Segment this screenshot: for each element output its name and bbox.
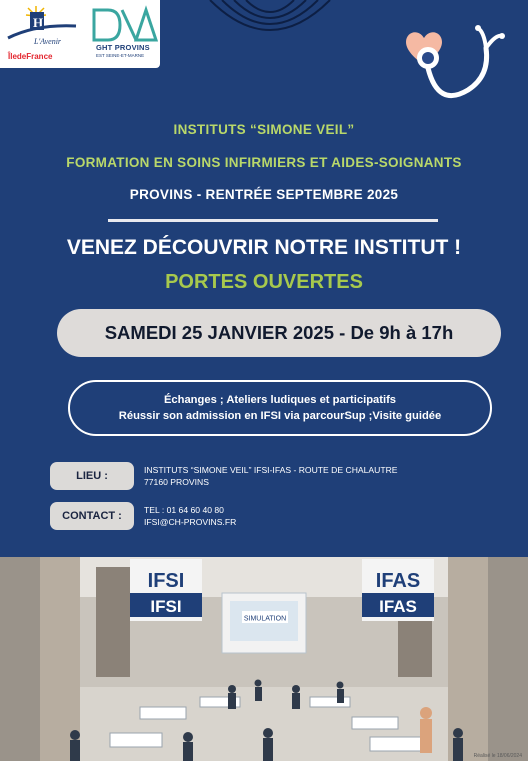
location-info xyxy=(144,464,398,488)
invite-headline: VENEZ DÉCOUVRIR NOTRE INSTITUT ! xyxy=(66,236,462,259)
decorative-arcs xyxy=(200,0,340,50)
phone-number: TEL : 01 64 60 40 80 xyxy=(144,505,224,515)
institution-logo xyxy=(6,4,80,46)
address-line-2: 77160 PROVINS xyxy=(144,477,209,487)
intake-date: PROVINS - RENTRÉE SEPTEMBRE 2025 xyxy=(129,187,399,202)
ght-subtitle: EST SEINE-ET-MARNE xyxy=(96,53,145,58)
contact-info xyxy=(144,504,236,528)
logo-panel xyxy=(0,0,160,68)
region-logo: ÎledeFrance xyxy=(8,52,53,61)
ifsi-sign-top: IFSI xyxy=(147,570,185,592)
stethoscope-heart-icon xyxy=(398,18,508,110)
email-address: IFSI@CH-PROVINS.FR xyxy=(144,517,237,527)
event-date-banner xyxy=(57,309,501,357)
activities-line-2: Réussir son admission en IFSI via parcourSup ;Visite guidée xyxy=(118,410,442,422)
svg-text:H: H xyxy=(33,15,44,30)
ifsi-sign-bottom: IFSI xyxy=(150,597,182,616)
divider-line xyxy=(108,219,438,222)
institute-hall-illustration xyxy=(0,557,528,761)
ifas-sign-top: IFAS xyxy=(375,570,421,592)
logo-script: L'Avenir xyxy=(34,37,62,46)
simulation-sign: SIMULATION xyxy=(243,615,287,623)
activities-line-1: Échanges ; Ateliers ludiques et participatifs xyxy=(163,394,397,406)
location-label: LIEU : xyxy=(50,462,134,490)
ifas-sign-bottom: IFAS xyxy=(379,597,417,616)
address-line-1: INSTITUTS “SIMONE VEIL” IFSI-IFAS - ROUTE DE CHALAUTRE xyxy=(144,465,398,475)
event-date-text: SAMEDI 25 JANVIER 2025 - De 9h à 17h xyxy=(104,322,454,343)
ght-title: GHT PROVINS xyxy=(96,43,150,52)
contact-label: CONTACT : xyxy=(50,502,134,530)
photo-credit: Réalisé le 18/06/2024 xyxy=(473,753,522,759)
training-title: FORMATION EN SOINS INFIRMIERS ET AIDES-SOIGNANTS xyxy=(66,155,462,170)
activities-box xyxy=(68,380,492,436)
institute-name: INSTITUTS “SIMONE VEIL” xyxy=(173,122,355,137)
open-house-title: PORTES OUVERTES xyxy=(165,271,363,293)
